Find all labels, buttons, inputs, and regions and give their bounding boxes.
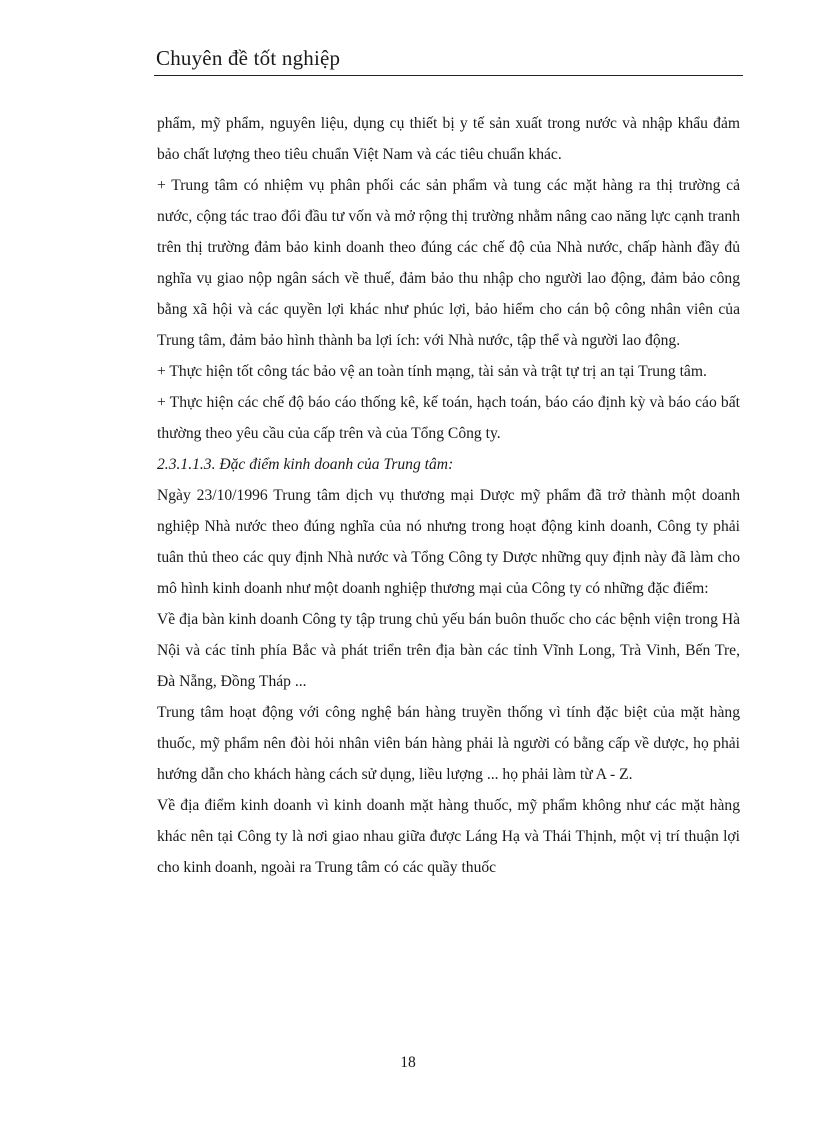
paragraph: Về địa điểm kinh doanh vì kinh doanh mặt hàng thuốc, mỹ phẩm không như các mặt hàng khác nên tại Công ty là nơi giao nhau giữa được Láng Hạ và Thái Thịnh, một vị trí thuận lợi cho kinh doanh, ngoài ra Trung tâm có các quầy thuốc xyxy=(157,797,740,876)
header-rule xyxy=(154,75,743,76)
running-header: Chuyên đề tốt nghiệp xyxy=(156,46,341,70)
paragraph: Trung tâm hoạt động với công nghệ bán hàng truyền thống vì tính đặc biệt của mặt hàng thuốc, mỹ phẩm nên đòi hỏi nhân viên bán hàng phải là người có bằng cấp về dược, họ phải hướng dẫn cho khách hàng cách sử dụng, liều lượng ... họ phải làm từ A - Z. xyxy=(157,704,740,783)
page-body xyxy=(157,108,740,883)
paragraph: + Thực hiện tốt công tác bảo vệ an toàn tính mạng, tài sản và trật tự trị an tại Trung tâm. xyxy=(157,363,707,380)
paragraph: + Trung tâm có nhiệm vụ phân phối các sản phẩm và tung các mặt hàng ra thị trường cả nước, cộng tác trao đổi đầu tư vốn và mở rộng thị trường nhằm nâng cao năng lực cạnh tranh trên thị trường đảm bảo kinh doanh theo đúng các chế độ của Nhà nước, chấp hành đầy đủ nghĩa vụ giao nộp ngân sách về thuế, đảm bảo thu nhập cho người lao động, đảm bảo công bằng xã hội và các quyền lợi khác như phúc lợi, bảo hiểm cho cán bộ công nhân viên của Trung tâm, đảm bảo hình thành ba lợi ích: với Nhà nước, tập thể và người lao động. xyxy=(157,177,740,349)
section-heading: 2.3.1.1.3. Đặc điểm kinh doanh của Trung tâm: xyxy=(157,456,454,473)
page-number: 18 xyxy=(400,1054,416,1071)
paragraph: Ngày 23/10/1996 Trung tâm dịch vụ thương mại Dược mỹ phẩm đã trở thành một doanh nghiệp Nhà nước theo đúng nghĩa của nó nhưng trong hoạt động kinh doanh, Công ty phải tuân thủ theo các quy định Nhà nước và Tổng Công ty Dược những quy định này đã làm cho mô hình kinh doanh như một doanh nghiệp thương mại của Công ty có những đặc điểm: xyxy=(157,487,740,597)
paragraph: phẩm, mỹ phẩm, nguyên liệu, dụng cụ thiết bị y tế sản xuất trong nước và nhập khẩu đảm bảo chất lượng theo tiêu chuẩn Việt Nam và các tiêu chuẩn khác. xyxy=(157,115,740,163)
paragraph: + Thực hiện các chế độ báo cáo thống kê, kế toán, hạch toán, báo cáo định kỳ và báo cáo bất thường theo yêu cầu của cấp trên và của Tổng Công ty. xyxy=(157,394,740,442)
paragraph: Về địa bàn kinh doanh Công ty tập trung chủ yếu bán buôn thuốc cho các bệnh viện trong Hà Nội và các tỉnh phía Bắc và phát triển trên địa bàn các tỉnh Vĩnh Long, Trà Vinh, Bến Tre, Đà Nẵng, Đồng Tháp ... xyxy=(157,611,740,690)
